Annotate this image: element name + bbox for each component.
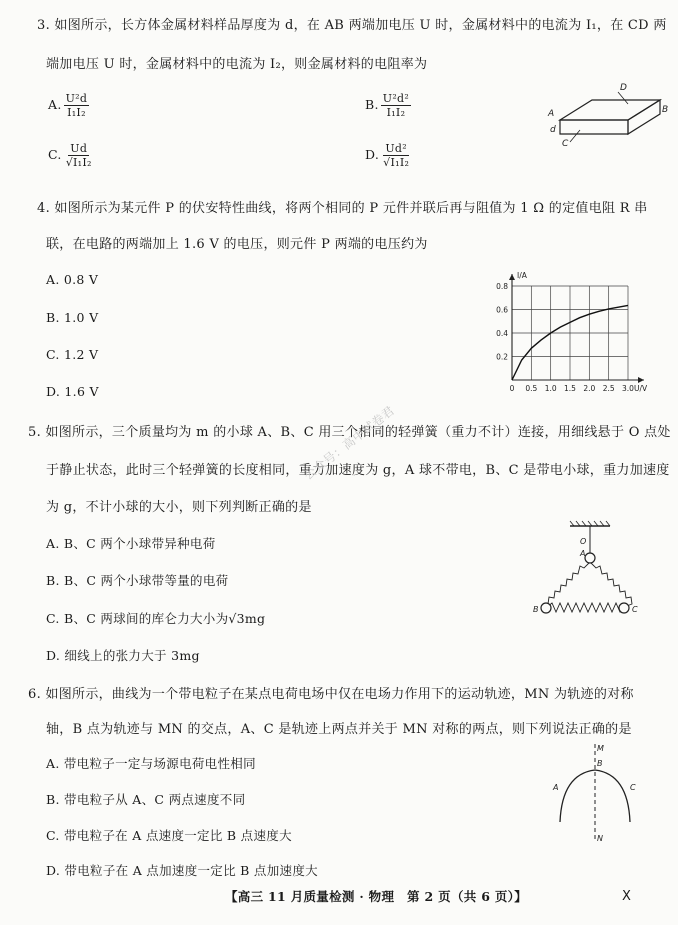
q3-option-c: C. $\frac{Ud}{\text{√I₁I₂}}$ [48, 142, 92, 169]
y-tick-label: 0.2 [496, 352, 508, 362]
x-tick-label: 2.0 [583, 384, 596, 393]
q5-option-c: C. B、C 两球间的库仑力大小为√3mg [46, 611, 266, 626]
y-tick-label: 0.6 [496, 305, 508, 315]
x-tick-label: 1.5 [564, 384, 576, 393]
x-axis-label: U/V [634, 384, 648, 393]
iv-characteristic-chart [490, 264, 660, 398]
q5-label-o: O [580, 537, 587, 546]
q4-option-b: B. 1.0 V [46, 310, 99, 325]
q6-label-a: A [553, 783, 559, 792]
q3-label-thickness: d [550, 125, 556, 135]
q5-spring-triangle-figure [530, 520, 650, 630]
x-tick-label: 0.5 [525, 384, 538, 393]
x-tick-label: 2.5 [602, 384, 615, 393]
y-tick-label: 0.8 [496, 282, 508, 291]
watermark: 公众号：高中试卷君 [301, 403, 398, 483]
y-axis-label: I/A [517, 271, 527, 280]
q3-label-d: D [620, 83, 627, 93]
q5-option-d: D. 细线上的张力大于 3mg [46, 648, 200, 663]
q6-label-n: N [597, 834, 603, 843]
x-tick-label: 1.0 [544, 384, 557, 393]
q3-option-b: B. $\frac{\text{U²d²}}{\text{I₁I₂}}$ [365, 92, 410, 119]
q3-label-a: A [548, 109, 555, 119]
q3-label-b: B [662, 105, 669, 115]
q3-stem-line1: 3. 如图所示，长方体金属材料样品厚度为 d，在 AB 两端加电压 U 时，金属材料中的电流为 I₁，在 CD 两 [37, 18, 667, 33]
footer-mark: X [622, 889, 632, 904]
q5-option-a: A. B、C 两个小球带异种电荷 [46, 536, 216, 551]
y-axis-arrow [509, 274, 515, 280]
q5-stem-line1: 5. 如图所示，三个质量均为 m 的小球 A、B、C 用三个相同的轻弹簧（重力不计）连接，用细线悬于 O 点处 [28, 425, 671, 440]
q6-label-m: M [597, 744, 604, 753]
q5-label-c: C [632, 605, 638, 614]
q5-stem-line2: 于静止状态，此时三个轻弹簧的长度相同，重力加速度为 g，A 球不带电，B、C 是带电小球，重力加速度 [46, 463, 670, 478]
q4-stem-line2: 联，在电路的两端加上 1.6 V 的电压，则元件 P 两端的电压约为 [46, 237, 428, 252]
y-tick-label: 0.4 [496, 329, 508, 338]
q3-cuboid-figure [540, 82, 670, 152]
q5-stem-line3: 为 g，不计小球的大小，则下列判断正确的是 [46, 500, 312, 515]
q3-label-c: C [562, 139, 569, 149]
page-footer: 【高三 11 月质量检测 · 物理 第 2 页（共 6 页）】 [225, 889, 528, 904]
q4-option-d: D. 1.6 V [46, 384, 99, 399]
q5-label-b: B [533, 605, 539, 614]
x-tick-label: 3.0 [622, 384, 634, 393]
q3-stem-line2: 端加电压 U 时，金属材料中的电流为 I₂，则金属材料的电阻率为 [46, 57, 428, 72]
q6-option-d: D. 带电粒子在 A 点加速度一定比 B 点加速度大 [46, 863, 318, 878]
q3-option-a: A. $\frac{\text{U²d}}{\text{I₁I₂}}$ [48, 92, 88, 119]
q4-option-a: A. 0.8 V [46, 272, 99, 287]
q6-label-c: C [630, 783, 636, 792]
x-tick-label: 0 [509, 384, 515, 393]
q6-stem-line1: 6. 如图所示，曲线为一个带电粒子在某点电荷电场中仅在电场力作用下的运动轨迹，MN 为轨迹的对称 [28, 687, 634, 702]
q6-option-a: A. 带电粒子一定与场源电荷电性相同 [46, 756, 256, 771]
q3-option-d: D. $\frac{\text{Ud²}}{\text{√I₁I₂}}$ [365, 142, 410, 169]
q6-trajectory-figure [550, 742, 640, 847]
q6-option-b: B. 带电粒子从 A、C 两点速度不同 [46, 792, 246, 807]
q6-option-c: C. 带电粒子在 A 点速度一定比 B 点速度大 [46, 828, 292, 843]
q4-stem-line1: 4. 如图所示为某元件 P 的伏安特性曲线，将两个相同的 P 元件并联后再与阻值为 1 Ω 的定值电阻 R 串 [37, 201, 648, 216]
q5-label-a: A [580, 549, 586, 558]
q6-stem-line2: 轴，B 点为轨迹与 MN 的交点，A、C 是轨迹上两点并关于 MN 对称的两点，则下列说法正确的是 [46, 722, 632, 737]
x-axis-arrow [638, 377, 644, 383]
q6-label-b: B [597, 759, 603, 768]
q5-option-b: B. B、C 两个小球带等量的电荷 [46, 573, 229, 588]
q4-option-c: C. 1.2 V [46, 347, 99, 362]
